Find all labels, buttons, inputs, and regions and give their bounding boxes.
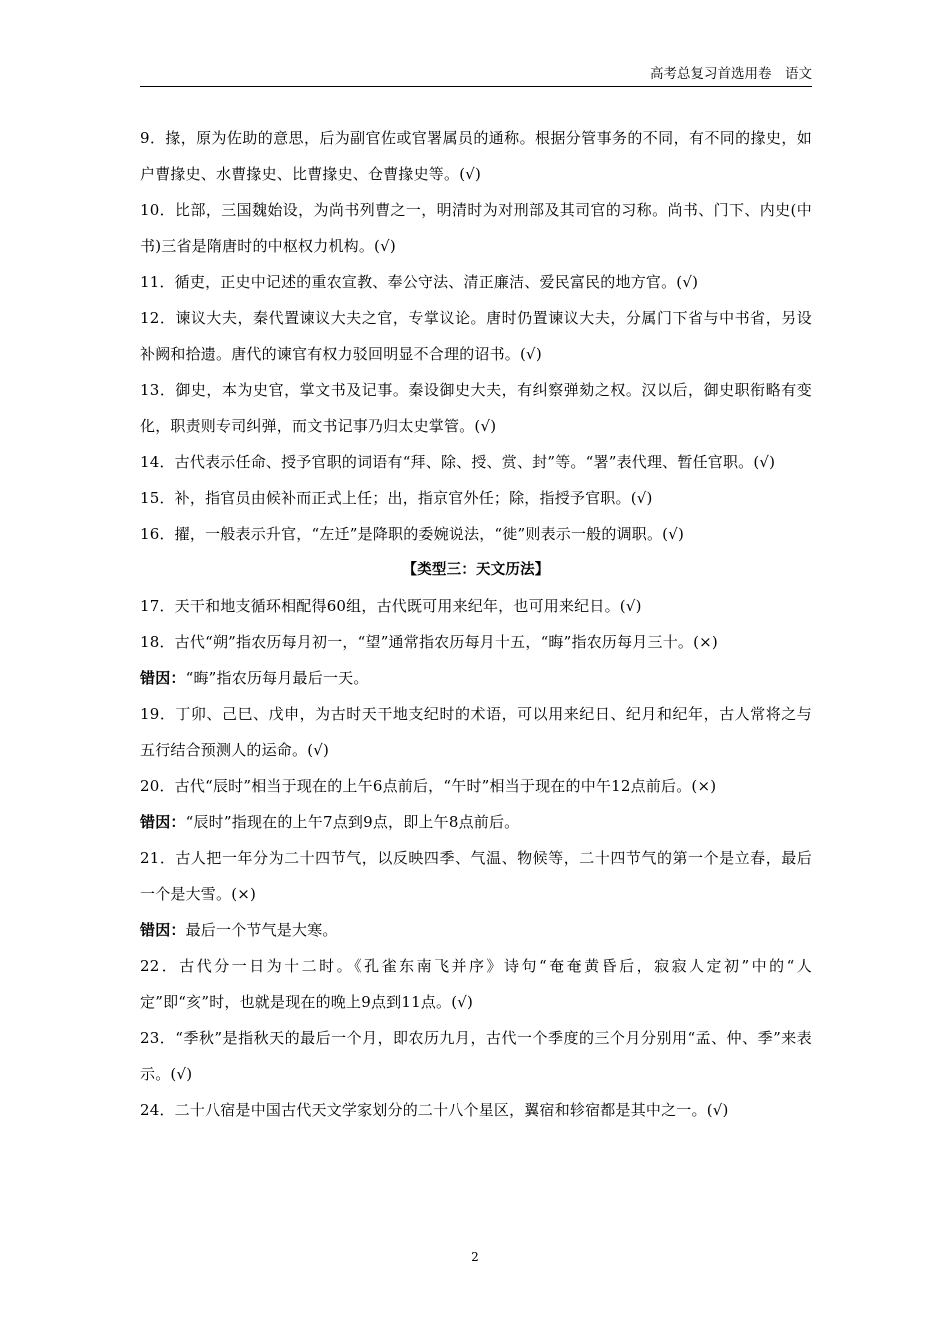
item-10: 10．比部，三国魏始设，为尚书列曹之一，明清时为对刑部及其司官的习称。尚书、门下、内史(中书)三省是隋唐时的中枢权力机构。(√): [140, 201, 812, 255]
error-label: 错因：: [140, 921, 186, 939]
item-24: 24．二十八宿是中国古代天文学家划分的二十八个星区，翼宿和轸宿都是其中之一。(√): [140, 1101, 729, 1119]
item-16: 16．擢，一般表示升官，“左迁”是降职的委婉说法，“徙”则表示一般的调职。(√): [140, 525, 685, 543]
item-20: 20．古代“辰时”相当于现在的上午6点前后，“午时”相当于现在的中午12点前后。(×): [140, 777, 717, 795]
page-header: [140, 62, 812, 87]
error-text: 最后一个节气是大寒。: [185, 921, 338, 939]
error-label: 错因：: [140, 669, 186, 687]
item-17: 17．天干和地支循环相配得60组，古代既可用来纪年，也可用来纪日。(√): [140, 597, 642, 615]
item-9: 9．掾，原为佐助的意思，后为副官佐或官署属员的通称。根据分管事务的不同，有不同的掾史，如户曹掾史、水曹掾史、比曹掾史、仓曹掾史等。(√): [140, 129, 812, 183]
item-14: 14．古代表示任命、授予官职的词语有“拜、除、授、赏、封”等。“署”表代理、暂任官职。(√): [140, 453, 776, 471]
header-title: 高考总复习首选用卷 语文: [650, 66, 812, 82]
item-22: 22．古代分一日为十二时。《孔雀东南飞并序》诗句“奄奄黄昏后，寂寂人定初”中的“人定”即“亥”时，也就是现在的晚上9点到11点。(√): [140, 957, 812, 1011]
item-13: 13．御史，本为史官，掌文书及记事。秦设御史大夫，有纠察弹劾之权。汉以后，御史职衔略有变化，职责则专司纠弹，而文书记事乃归太史掌管。(√): [140, 381, 812, 435]
item-12: 12．谏议大夫，秦代置谏议大夫之官，专掌议论。唐时仍置谏议大夫，分属门下省与中书省，另设补阙和拾遗。唐代的谏官有权力驳回明显不合理的诏书。(√): [140, 309, 812, 363]
item-11: 11．循吏，正史中记述的重农宣教、奉公守法、清正廉洁、爱民富民的地方官。(√): [140, 273, 699, 291]
error-reason-21: [140, 912, 812, 948]
item-19: 19．丁卯、己巳、戊申，为古时天干地支纪时的术语，可以用来纪日、纪月和纪年，古人常将之与五行结合预测人的运命。(√): [140, 705, 812, 759]
error-reason-20: [140, 804, 812, 840]
item-18: 18．古代“朔”指农历每月初一，“望”通常指农历每月十五，“晦”指农历每月三十。(×): [140, 633, 718, 651]
item-21: 21．古人把一年分为二十四节气，以反映四季、气温、物候等，二十四节气的第一个是立春，最后一个是大雪。(×): [140, 849, 812, 903]
error-label: 错因：: [140, 813, 186, 831]
document-body: [140, 120, 812, 1128]
item-23: 23．“季秋”是指秋天的最后一个月，即农历九月，古代一个季度的三个月分别用“孟、仲、季”来表示。(√): [140, 1029, 812, 1083]
error-reason-18: [140, 660, 812, 696]
page-number: 2: [471, 1250, 479, 1264]
error-text: “辰时”指现在的上午7点到9点，即上午8点前后。: [185, 813, 520, 831]
section-heading-astronomy: 【类型三：天文历法】: [402, 562, 550, 578]
error-text: “晦”指农历每月最后一天。: [185, 669, 369, 687]
item-15: 15．补，指官员由候补而正式上任；出，指京官外任；除，指授予官职。(√): [140, 489, 653, 507]
